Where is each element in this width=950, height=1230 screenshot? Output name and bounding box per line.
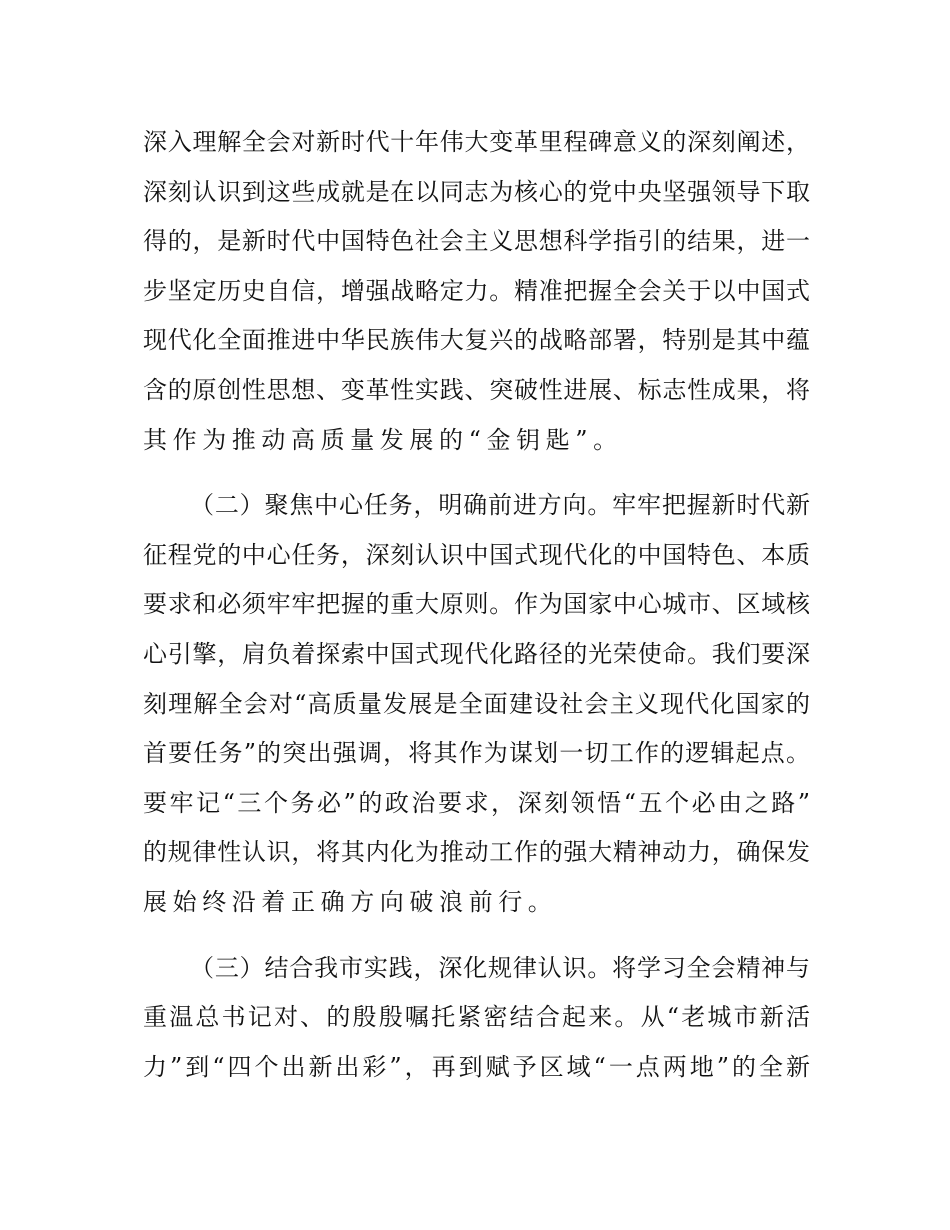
text-line: 要求和必须牢牢把握的重大原则。作为国家中心城市、区域核 <box>143 590 810 619</box>
text-line: 其作为推动高质量发展的“金钥匙”。 <box>143 425 623 454</box>
section-heading-line: （三）结合我市实践，深化规律认识。将学习全会精神与 <box>190 953 810 982</box>
text-line: 心引擎，肩负着探索中国式现代化路径的光荣使命。我们要深 <box>143 639 810 668</box>
text-line: 首要任务”的突出强调，将其作为谋划一切工作的逻辑起点。 <box>143 739 810 768</box>
document-page <box>143 124 810 1114</box>
text-line: 征程党的中心任务，深刻认识中国式现代化的中国特色、本质 <box>143 540 810 569</box>
text-line: 深刻认识到这些成就是在以同志为核心的党中央坚强领导下取 <box>143 177 810 206</box>
text-line: 深入理解全会对新时代十年伟大变革里程碑意义的深刻阐述， <box>143 128 810 156</box>
text-line: 力”到“四个出新出彩”，再到赋予区域“一点两地”的全新 <box>143 1052 810 1081</box>
text-line: 含的原创性思想、变革性实践、突破性进展、标志性成果，将 <box>143 375 810 404</box>
text-line: 重温总书记对、的殷殷嘱托紧密结合起来。从“老城市新活 <box>143 1003 810 1032</box>
text-line: 的规律性认识，将其内化为推动工作的强大精神动力，确保发 <box>143 838 810 867</box>
text-line: 得的，是新时代中国特色社会主义思想科学指引的结果，进一 <box>143 227 810 256</box>
text-line: 要牢记“三个务必”的政治要求，深刻领悟“五个必由之路” <box>143 788 810 817</box>
text-line: 步坚定历史自信，增强战略定力。精准把握全会关于以中国式 <box>143 276 810 305</box>
text-line: 展始终沿着正确方向破浪前行。 <box>143 887 558 916</box>
paragraph-1 <box>143 124 810 471</box>
section-heading-line: （二）聚焦中心任务，明确前进方向。牢牢把握新时代新 <box>190 491 810 520</box>
paragraph-3 <box>143 950 810 1099</box>
text-line: 现代化全面推进中华民族伟大复兴的战略部署，特别是其中蕴 <box>143 326 810 355</box>
paragraph-2 <box>143 487 810 933</box>
text-line: 刻理解全会对“高质量发展是全面建设社会主义现代化国家的 <box>143 689 810 718</box>
